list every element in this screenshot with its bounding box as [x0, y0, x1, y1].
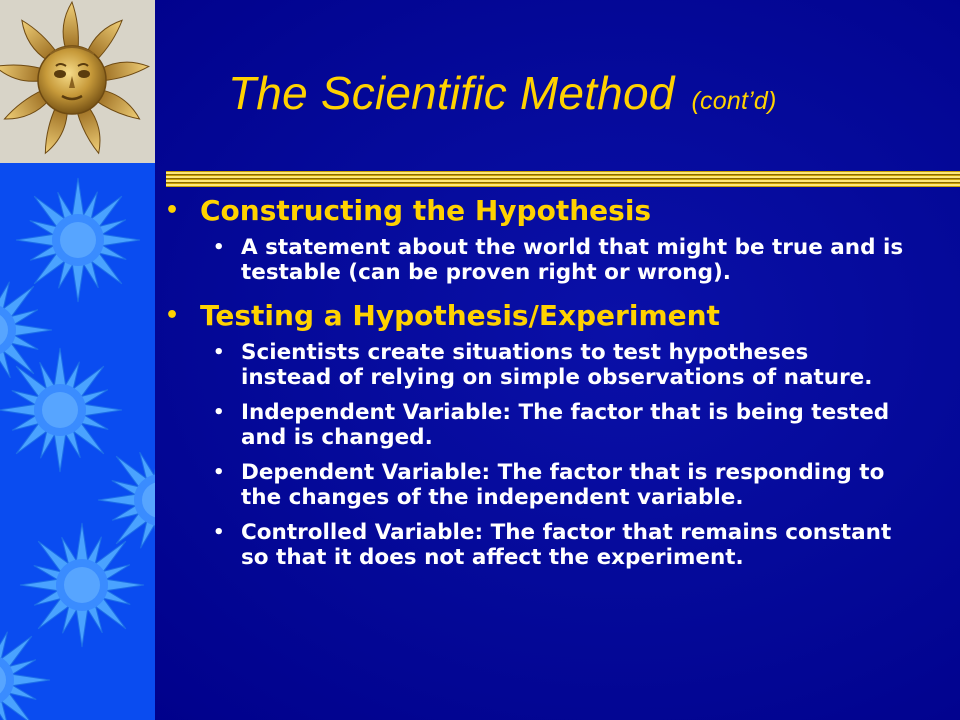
bullet-item: • A statement about the world that might be true and is testable (can be proven right or wrong).	[165, 235, 905, 285]
slide-title	[228, 66, 776, 120]
bullet-heading: • Testing a Hypothesis/Experiment	[165, 299, 905, 332]
title-divider	[166, 170, 960, 188]
bullet-item: • Independent Variable: The factor that is being tested and is changed.	[165, 400, 905, 450]
sun-logo	[0, 0, 155, 163]
bullet-item: • Controlled Variable: The factor that remains constant so that it does not affect the experiment.	[165, 520, 905, 570]
decorative-sun-strip	[0, 0, 155, 720]
bullet-item: • Dependent Variable: The factor that is responding to the changes of the independent variable.	[165, 460, 905, 510]
title-main: The Scientific Method	[228, 67, 675, 119]
bullet-item: • Scientists create situations to test hypotheses instead of relying on simple observations of nature.	[165, 340, 905, 390]
bullet-heading: • Constructing the Hypothesis	[165, 194, 905, 227]
title-subtitle: (cont’d)	[691, 87, 777, 115]
slide-body	[165, 194, 905, 580]
gold-sun-face-icon	[0, 0, 155, 163]
